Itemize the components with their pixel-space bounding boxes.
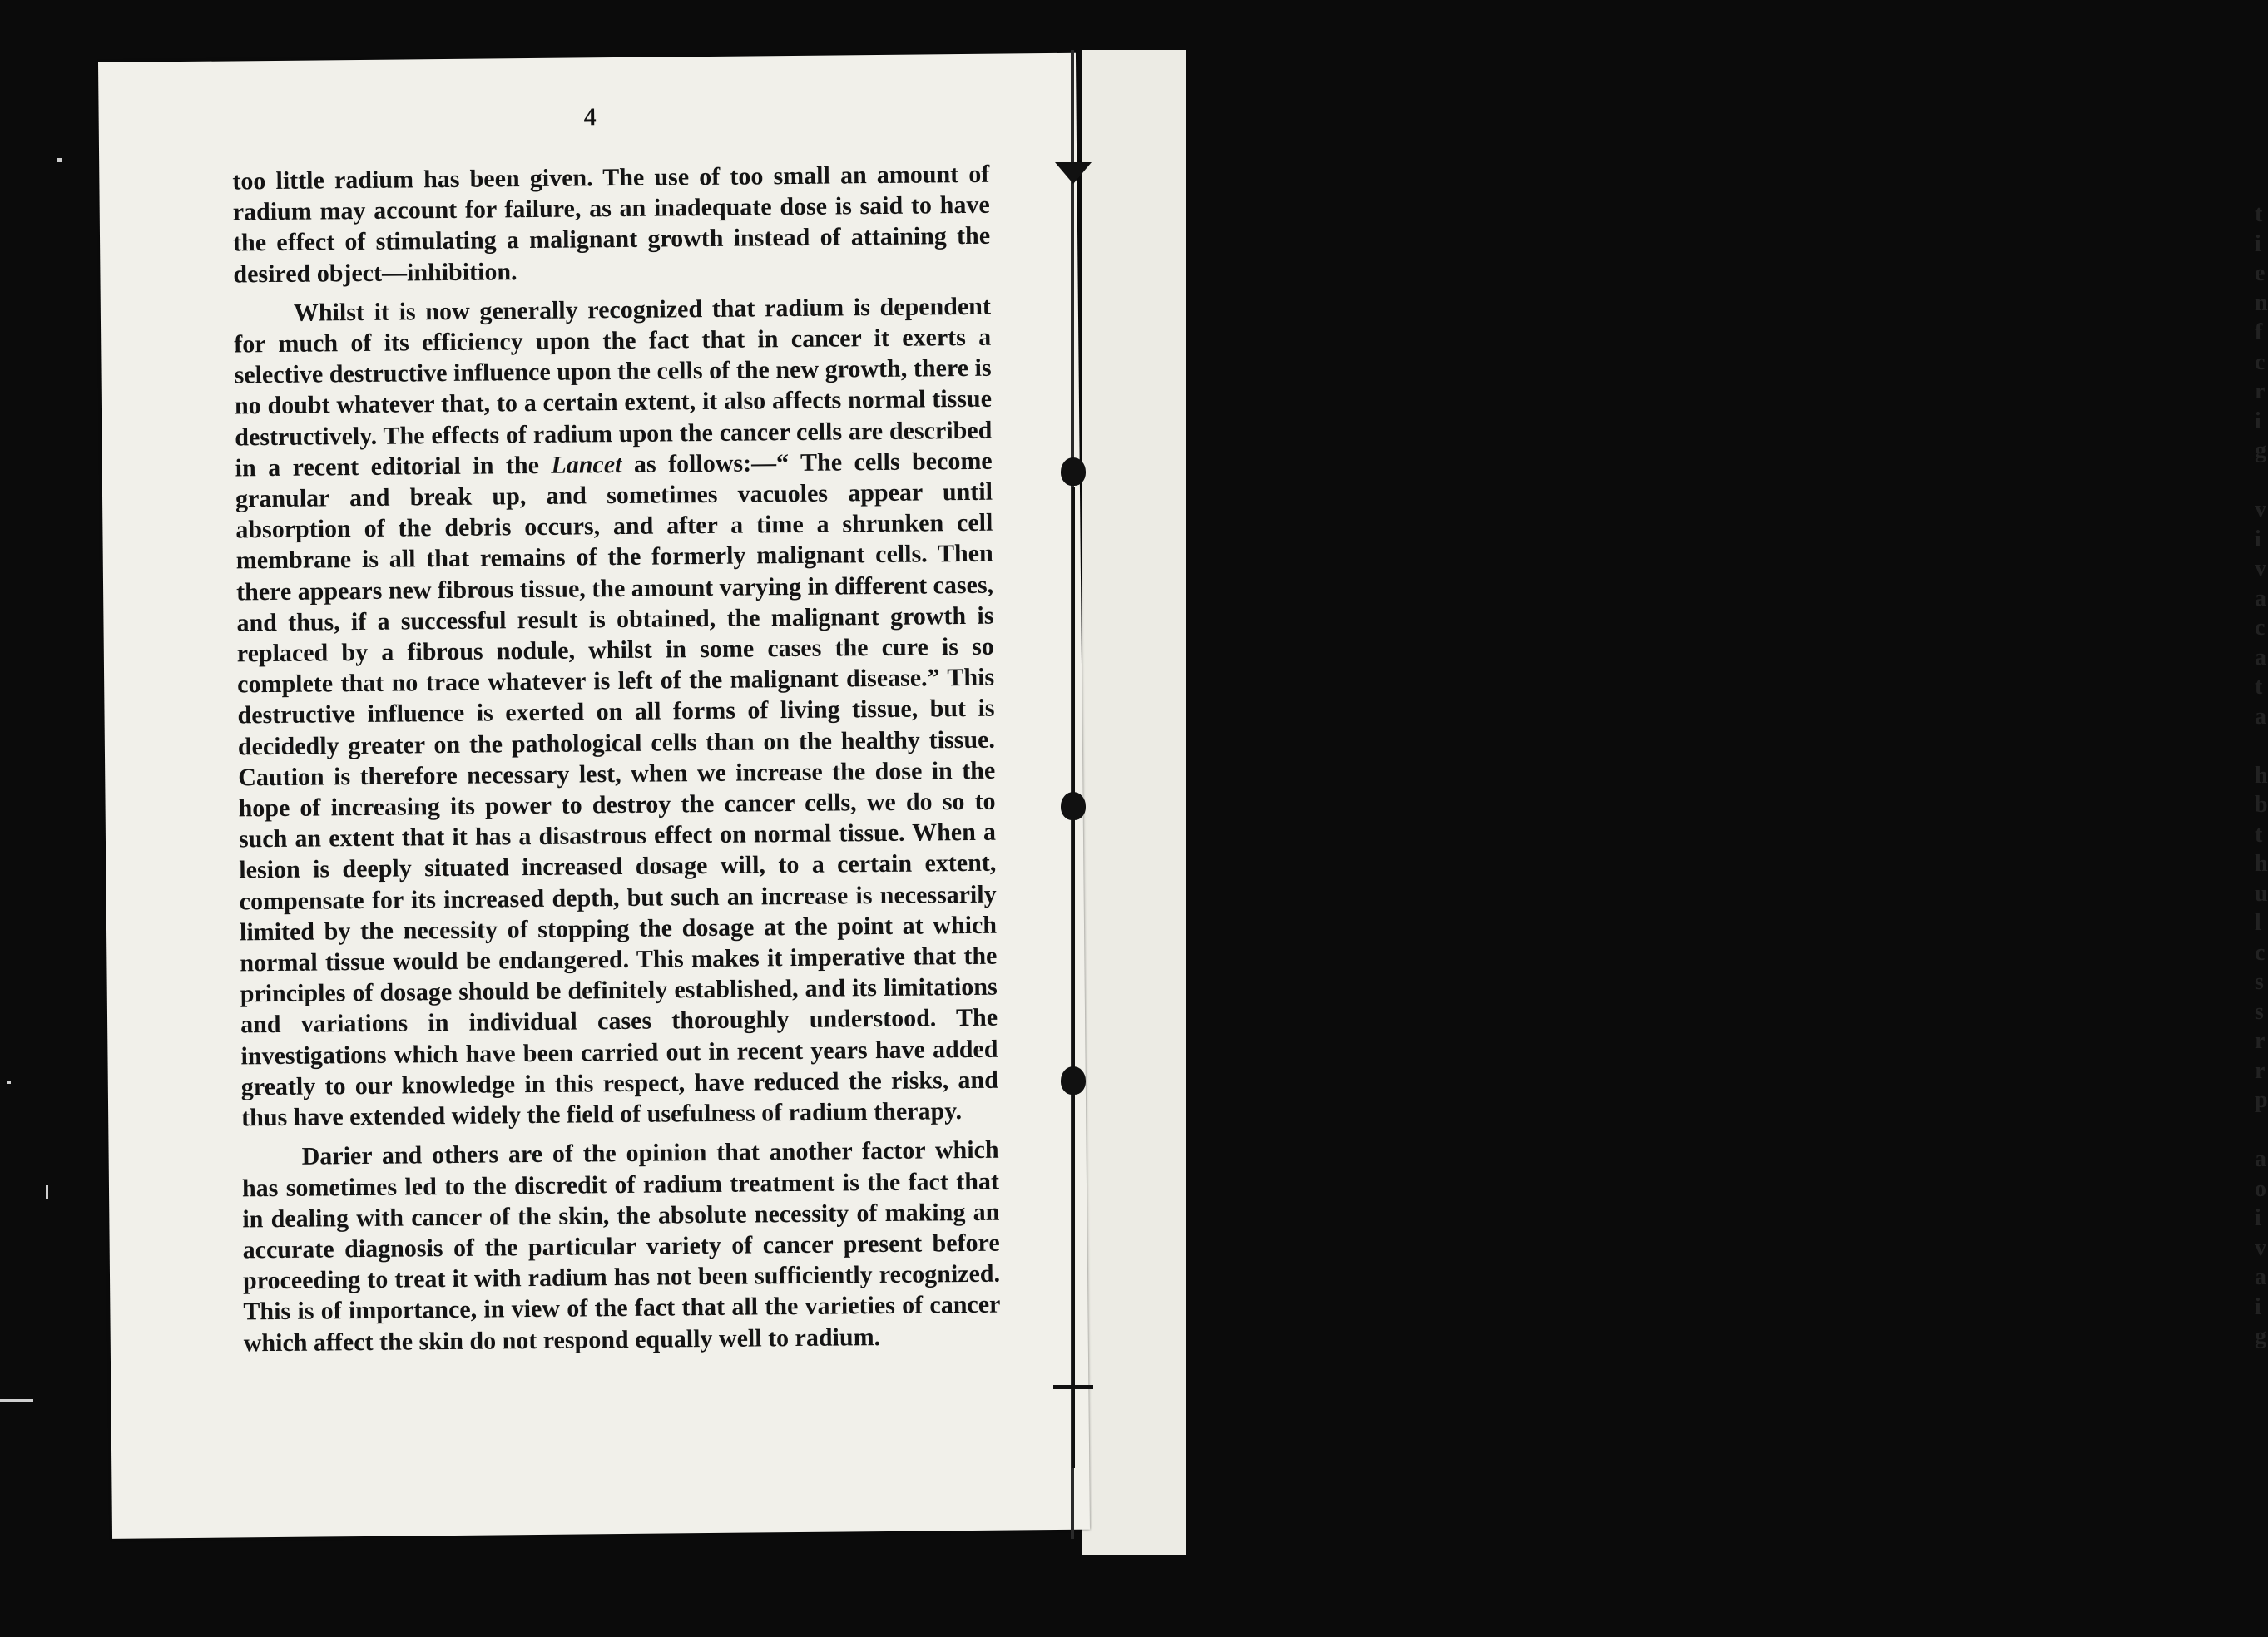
- adjacent-page-fragment: e: [2255, 260, 2266, 286]
- scan-speck: [46, 1185, 48, 1199]
- adjacent-page-fragment: r: [2255, 1057, 2266, 1084]
- binding-knot-3: [1061, 1066, 1086, 1095]
- adjacent-page-fragment: g: [2255, 438, 2266, 463]
- adjacent-page-fragment: f: [2255, 319, 2263, 345]
- journal-title: Lancet: [551, 450, 622, 479]
- binding-tab-top: [1055, 162, 1092, 184]
- scan-speck: [0, 1399, 33, 1402]
- paragraph-2-text-a: Whilst it is now generally recognized that radium is dependent for much of its efficiency upon the fact that in cancer it exerts a selective destructive influence upon the cells of the new growth, there is no doubt whatever that, to a certain extent, it also affects normal tissue destructively. The effects of radium upon the cancer cells are described in a recent editorial in the: [234, 292, 993, 482]
- document-page: [98, 53, 1090, 1539]
- adjacent-page-fragment: a: [2255, 585, 2266, 611]
- binding-crossbar: [1053, 1385, 1093, 1389]
- paragraph-2-text-b: as follows:—“ The cells become granular and break up, and sometimes vacuoles appear until absorption of the debris occurs, and after a time a shrunken cell membrane is all that remains of the formerly malignant cells. Then there appears new fibrous tissue, the amount varying in different cases, and thus, if a successful result is obtained, the malignant growth is replaced by a fibrous nodule, whilst in some cases the cure is so complete that no trace whatever is left of the malignant disease.” This destructive influence is exerted on all forms of living tissue, but is decidedly greater on the pathological cells than on the healthy tissue. Caution is therefore necessary lest, when we increase the dose in the hope of increasing its power to destroy the cancer cells, we do so to such an extent that it has a disastrous effect on normal tissue. When a lesion is deeply situated increased dosage will, to a certain extent, compensate for its increased depth, but such an increase is necessarily limited by the necessity of stopping the dosage at the point at which normal tissue would be endangered. This makes it imperative that the principles of dosage should be definitely established, and its limitations and variations in individual cases thoroughly understood. The investigations which have been carried out in recent years have added greatly to our knowledge in this respect, have reduced the risks, and thus have extended widely the field of usefulness of radium therapy.: [235, 447, 998, 1132]
- adjacent-page-fragment: b: [2255, 792, 2268, 818]
- adjacent-page-fragment: v: [2255, 497, 2266, 522]
- paragraph-1-text: too little radium has been given. The use of too small an amount of radium may account for failure, as an inadequate dose is said to have the effect of stimulating a malignant growth instead of attaining the desired object—inhibition.: [232, 160, 991, 289]
- adjacent-page-fragment: r: [2255, 378, 2266, 404]
- adjacent-page-fragment: a: [2255, 703, 2266, 729]
- paragraph-1: [232, 159, 990, 290]
- adjacent-page-fragment: c: [2255, 939, 2266, 966]
- adjacent-page-fragment: [2255, 466, 2268, 496]
- adjacent-page-fragment: r: [2255, 1028, 2266, 1054]
- adjacent-page-fragment: h: [2255, 762, 2268, 789]
- adjacent-page-fragment: u: [2255, 880, 2268, 907]
- adjacent-page-fragment: c: [2255, 349, 2266, 375]
- adjacent-page-fragment: i: [2255, 408, 2261, 434]
- adjacent-page-fragment: p: [2255, 1087, 2268, 1113]
- adjacent-page-text-fragments: [2255, 200, 2268, 1352]
- adjacent-page-fragment: [2255, 731, 2268, 761]
- adjacent-page-fragment: i: [2255, 1205, 2261, 1231]
- adjacent-page-fragment: n: [2255, 289, 2268, 316]
- adjacent-page-fragment: v: [2255, 556, 2266, 581]
- adjacent-page-fragment: s: [2255, 969, 2264, 995]
- body-text: [232, 159, 1001, 1367]
- adjacent-page-fragment: i: [2255, 230, 2261, 257]
- adjacent-page-fragment: i: [2255, 526, 2261, 552]
- scan-speck: [7, 1081, 11, 1084]
- adjacent-page-fragment: a: [2255, 1264, 2266, 1290]
- adjacent-page-fragment: a: [2255, 1146, 2266, 1172]
- binding-thread: [1072, 487, 1075, 1468]
- adjacent-page-fragment: c: [2255, 615, 2266, 640]
- binding-knot-2: [1061, 792, 1086, 820]
- page-number: 4: [583, 103, 597, 131]
- adjacent-page-fragment: i: [2255, 1293, 2261, 1320]
- scan-speck: [57, 158, 62, 162]
- paragraph-3-text: Darier and others are of the opinion that another factor which has sometimes led to the discredit of radium treatment is the fact that in dealing with cancer of the skin, the absolute necessity of making an accurate diagnosis of the particular variety of cancer present before proceeding to treat it with radium has not been sufficiently recognized. This is of importance, in view of the fact that all the varieties of cancer which affect the skin do not respond equally well to radium.: [241, 1135, 1001, 1357]
- paragraph-2: [234, 291, 999, 1134]
- adjacent-page-fragment: h: [2255, 851, 2268, 877]
- adjacent-page-fragment: o: [2255, 1175, 2266, 1202]
- adjacent-page-fragment: a: [2255, 644, 2266, 670]
- binding-knot-1: [1061, 457, 1086, 486]
- adjacent-page-fragment: g: [2255, 1323, 2266, 1349]
- adjacent-page-fragment: s: [2255, 998, 2264, 1025]
- adjacent-page-fragment: t: [2255, 674, 2263, 700]
- adjacent-page-fragment: l: [2255, 910, 2261, 936]
- adjacent-page: [1082, 50, 2268, 1555]
- adjacent-page-fragment: t: [2255, 201, 2263, 227]
- adjacent-page-fragment: [2255, 1115, 2268, 1145]
- adjacent-page-fragment: v: [2255, 1234, 2266, 1261]
- paragraph-3: [241, 1135, 1000, 1358]
- adjacent-page-fragment: t: [2255, 821, 2263, 848]
